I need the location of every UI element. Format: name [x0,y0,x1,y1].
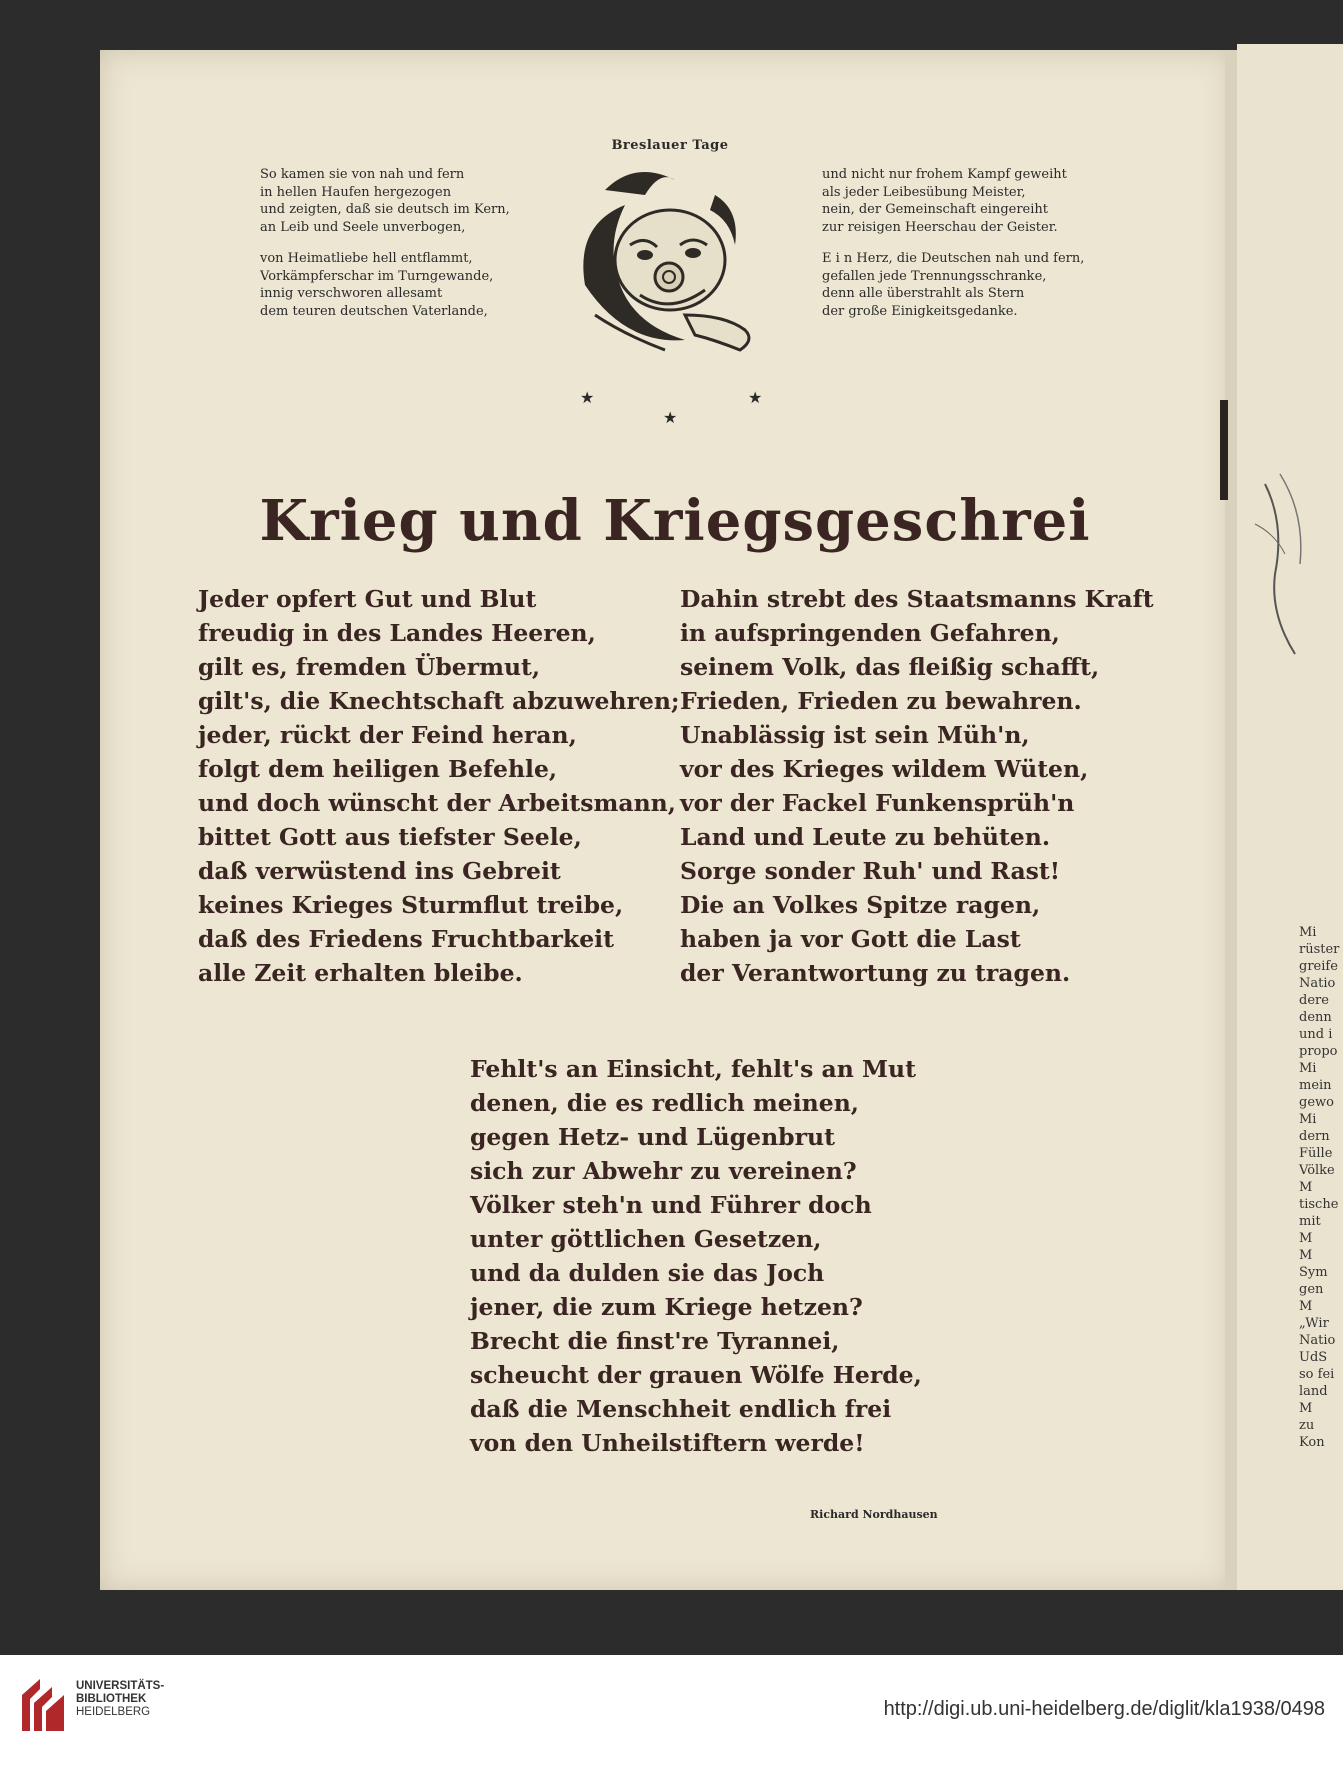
small-poem-right-column [822,166,1084,334]
adjacent-text-fragment: M [1299,1401,1313,1416]
poem-line: gefallen jede Trennungsschranke, [822,268,1047,284]
caricature-illustration [565,165,775,355]
poem-line: Frieden, Frieden zu bewahren. [680,687,1082,715]
poem-line: haben ja vor Gott die Last [680,925,1021,953]
poem-line: So kamen sie von nah und fern [260,167,465,182]
poem-line: Vorkämpferschar im Turngewande, [260,268,494,284]
poem-line: folgt dem heiligen Befehle, [198,755,558,783]
poem-line: von den Unheilstiftern werde! [470,1429,865,1457]
poem-line: und da dulden sie das Joch [470,1259,825,1287]
poem-line: der große Einigkeitsgedanke. [822,303,1018,319]
poem-line: Dahin strebt des Staatsmanns Kraft [680,585,1154,613]
poem-line: alle Zeit erhalten bleibe. [198,959,523,987]
poem-line: vor des Krieges wildem Wüten, [680,755,1089,783]
poem-line: nein, der Gemeinschaft eingereiht [822,202,1048,217]
poem-line: bittet Gott aus tiefster Seele, [198,823,582,851]
poem-line: und nicht nur frohem Kampf geweiht [822,167,1067,182]
adjacent-text-fragment: mein [1299,1078,1332,1093]
poem-line: von Heimatliebe hell entflammt, [260,251,473,266]
poem-line: seinem Volk, das fleißig schafft, [680,653,1100,681]
adjacent-text-fragment: gewo [1299,1095,1334,1110]
adjacent-text-fragment: M [1299,1231,1313,1246]
adjacent-text-fragment: M [1299,1180,1313,1195]
poem-line: an Leib und Seele unverbogen, [260,219,466,235]
page-gutter [1225,50,1237,1590]
poem-line: Sorge sonder Ruh' und Rast! [680,857,1061,885]
adjacent-text-fragment: dere [1299,993,1329,1008]
poem-line: Unablässig ist sein Müh'n, [680,721,1030,749]
small-poem-stanza [822,166,1084,236]
poem-line: jeder, rückt der Feind heran, [198,721,577,749]
poem-line: denn alle überstrahlt als Stern [822,286,1025,301]
adjacent-text-fragment: UdS [1299,1350,1328,1365]
small-poem-stanza [260,250,510,320]
poem-line: denen, die es redlich meinen, [470,1089,859,1117]
adjacent-text-fragment: und i [1299,1027,1333,1042]
adjacent-text-fragment: Kon [1299,1435,1325,1450]
page-title: Krieg und Kriegsgeschrei [259,488,1091,554]
adjacent-text-fragment: Sym [1299,1265,1328,1280]
main-poem-final-stanza [470,1052,922,1460]
poem-line: zur reisigen Heerschau der Geister. [822,219,1058,235]
adjacent-text-fragment: Natio [1299,976,1336,991]
adjacent-text-column [1299,924,1343,1451]
adjacent-text-fragment: gen [1299,1282,1324,1297]
adjacent-text-fragment: tische [1299,1197,1339,1212]
adjacent-text-fragment: Mi [1299,925,1317,940]
poem-line: jener, die zum Kriege hetzen? [470,1293,863,1321]
poem-line: gilt es, fremden Übermut, [198,653,541,681]
adjacent-sketch [1245,464,1343,664]
star-divider-icon: ★ [663,408,678,427]
adjacent-text-fragment: Fülle [1299,1146,1333,1161]
main-poem-left-column [198,582,680,990]
adjacent-text-fragment: „Wir [1299,1316,1329,1331]
poem-line: keines Krieges Sturmflut treibe, [198,891,624,919]
adjacent-text-fragment: Mi [1299,1061,1317,1076]
star-divider-icon: ★ [580,388,595,407]
small-poem-title: Breslauer Tage [611,138,729,153]
poem-line: Land und Leute zu behüten. [680,823,1051,851]
adjacent-text-fragment: rüster [1299,942,1340,957]
binding-mark [1220,400,1228,500]
poem-line: in hellen Haufen hergezogen [260,184,452,200]
poem-line: und zeigten, daß sie deutsch im Kern, [260,202,510,217]
poem-line: Völker steh'n und Führer doch [470,1191,872,1219]
author-signature: Richard Nordhausen [810,1508,938,1521]
poem-line: daß die Menschheit endlich frei [470,1395,892,1423]
poem-line: in aufspringenden Gefahren, [680,619,1060,647]
small-poem-stanza [260,166,510,236]
poem-line: gegen Hetz- und Lügenbrut [470,1123,835,1151]
adjacent-text-fragment: Mi [1299,1112,1317,1127]
adjacent-text-fragment: greife [1299,959,1338,974]
adjacent-text-fragment: Natio [1299,1333,1336,1348]
adjacent-page [1237,44,1343,1590]
library-name: UNIVERSITÄTS- BIBLIOTHEK HEIDELBERG [76,1680,165,1718]
small-poem-stanza [822,250,1084,320]
poem-line: Fehlt's an Einsicht, fehlt's an Mut [470,1055,916,1083]
poem-line: Jeder opfert Gut und Blut [198,585,537,613]
poem-line: scheucht der grauen Wölfe Herde, [470,1361,922,1389]
poem-line: freudig in des Landes Heeren, [198,619,596,647]
poem-line: daß des Friedens Fruchtbarkeit [198,925,614,953]
adjacent-text-fragment: propo [1299,1044,1338,1059]
poem-line: dem teuren deutschen Vaterlande, [260,303,488,319]
adjacent-text-fragment: Völke [1299,1163,1335,1178]
star-divider-icon: ★ [748,388,763,407]
adjacent-text-fragment: so fei [1299,1367,1335,1382]
adjacent-text-fragment: dern [1299,1129,1330,1144]
adjacent-text-fragment: zu [1299,1418,1315,1433]
poem-line: innig verschworen allesamt [260,286,443,301]
main-poem-right-column [680,582,1154,990]
adjacent-text-fragment: mit [1299,1214,1321,1229]
small-poem-left-column [260,166,510,334]
poem-line: daß verwüstend ins Gebreit [198,857,561,885]
poem-line: gilt's, die Knechtschaft abzuwehren; [198,687,680,715]
poem-line: Brecht die finst're Tyrannei, [470,1327,840,1355]
adjacent-text-fragment: M [1299,1299,1313,1314]
adjacent-text-fragment: M [1299,1248,1313,1263]
poem-line: sich zur Abwehr zu vereinen? [470,1157,857,1185]
poem-line: E i n Herz, die Deutschen nah und fern, [822,251,1085,266]
source-url-link[interactable]: http://digi.ub.uni-heidelberg.de/diglit/kla1938/0498 [883,1698,1325,1720]
library-logo-icon [18,1675,70,1735]
poem-line: der Verantwortung zu tragen. [680,959,1071,987]
poem-line: unter göttlichen Gesetzen, [470,1225,822,1253]
poem-line: Die an Volkes Spitze ragen, [680,891,1041,919]
poem-line: und doch wünscht der Arbeitsmann, [198,789,676,817]
poem-line: vor der Fackel Funkensprüh'n [680,789,1075,817]
poem-line: als jeder Leibesübung Meister, [822,184,1026,200]
adjacent-text-fragment: land [1299,1384,1328,1399]
footer-bar [0,1655,1343,1774]
adjacent-text-fragment: denn [1299,1010,1332,1025]
